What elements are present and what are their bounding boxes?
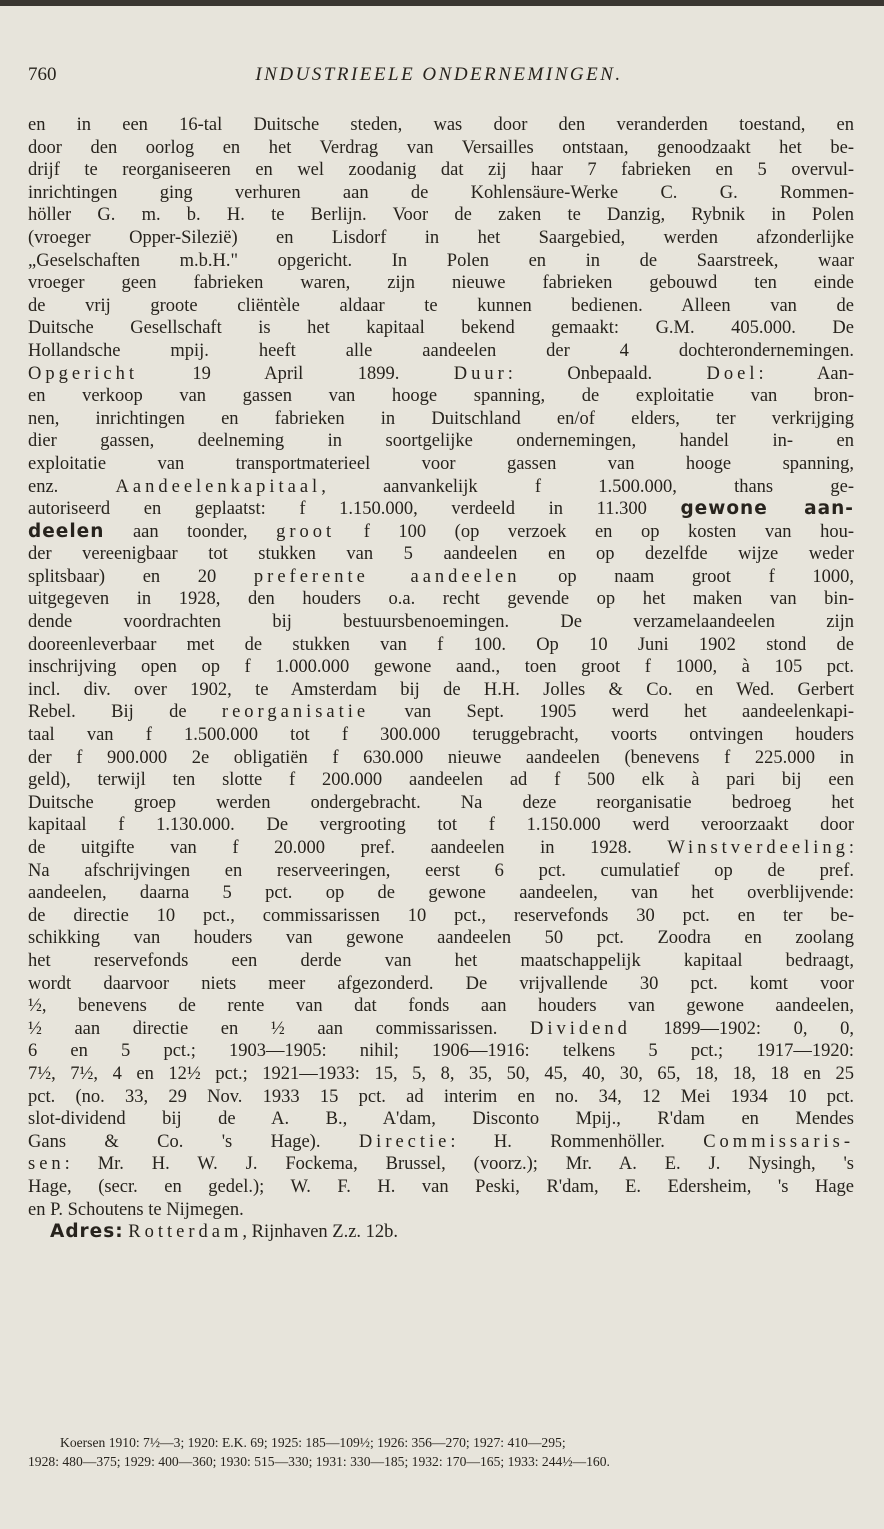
bold-heading-text: gewone aan- [680, 498, 854, 520]
text-line [28, 430, 854, 453]
text-run: dier gassen, deelneming in soortgelijke ondernemingen, handel in- en [28, 431, 854, 452]
text-run: nen, inrichtingen en fabrieken in Duitschland en/of elders, ter verkrijging [28, 408, 854, 429]
text-line [28, 1131, 854, 1154]
text-run: : Mr. H. W. J. Fockema, Brussel, (voorz.); Mr. A. E. J. Nysingh, 's [64, 1154, 854, 1175]
text-run: en in een 16-tal Duitsche steden, was door den veranderden toestand, en [28, 115, 854, 135]
running-title: INDUSTRIEELE ONDERNEMINGEN. [255, 64, 623, 85]
article-body [28, 114, 854, 1244]
text-run: ½ aan directie en ½ aan commissarissen. [28, 1018, 530, 1039]
text-run: het reservefonds een derde van het maatschappelijk kapitaal bedraagt, [28, 950, 854, 971]
koersen-block [28, 1433, 854, 1471]
text-run: drijf te reorganiseeren en wel zoodanig dat zij haar 7 fabrieken en 5 overvul- [28, 160, 854, 181]
spaced-keyword: Opgericht [28, 363, 138, 384]
text-run: Duitsche Gesellschaft is het kapitaal bekend gemaakt: G.M. 405.000. De [28, 318, 854, 339]
page-header [24, 64, 854, 94]
text-line [28, 476, 854, 499]
text-run: kapitaal f 1.130.000. De vergrooting tot f 1.150.000 werd veroorzaakt door [28, 815, 854, 836]
text-run: taal van f 1.500.000 tot f 300.000 teruggebracht, voorts ontvingen houders [28, 725, 854, 746]
text-run: : H. Rommenhöller. [450, 1131, 704, 1152]
text-run: de uitgifte van f 20.000 pref. aandeelen in 1928. [28, 838, 668, 858]
text-run: 1899—1902: 0, 0, [630, 1018, 855, 1039]
text-run: ½, benevens de rente van dat fonds aan houders van gewone aandeelen, [28, 996, 854, 1017]
text-run: enz. [28, 476, 116, 497]
text-run: der f 900.000 2e obligatiën f 630.000 nieuwe aandeelen (benevens f 225.000 in [28, 747, 854, 768]
text-line [28, 679, 854, 702]
text-line [28, 837, 854, 860]
text-line [28, 905, 854, 928]
text-run: , Rijnhaven Z.z. 12b. [242, 1222, 399, 1243]
text-run: : Onbepaald. [507, 363, 707, 384]
bold-heading-text: deelen [28, 520, 105, 542]
text-line [28, 521, 854, 544]
text-line [28, 1108, 854, 1131]
text-run: Duitsche groep werden ondergebracht. Na deze reorganisatie bedroeg het [28, 792, 854, 813]
text-run: autoriseerd en geplaatst: f 1.150.000, verdeeld in 11.300 [28, 499, 681, 520]
text-run: geld), terwijl ten slotte f 200.000 aandeelen ad f 500 elk à pari bij een [28, 770, 854, 791]
text-line [28, 1086, 854, 1109]
text-line [28, 385, 854, 408]
text-run: „Geselschaften m.b.H." opgericht. In Polen en in de Saarstreek, waar [28, 250, 854, 271]
text-run: der vereenigbaar tot stukken van 5 aandeelen en op dezelfde wijze weder [28, 544, 854, 565]
text-run: de vrij groote cliëntèle aldaar te kunnen bedienen. Alleen van de [28, 295, 854, 316]
text-line [28, 792, 854, 815]
page-number: 760 [28, 64, 57, 85]
text-line [28, 995, 854, 1018]
text-line [28, 408, 854, 431]
text-run: incl. div. over 1902, te Amsterdam bij de H.H. Jolles & Co. en Wed. Gerbert [28, 679, 854, 700]
spaced-keyword: Doel [706, 363, 759, 384]
spaced-keyword: Directie [358, 1131, 451, 1152]
spaced-keyword: groot [276, 521, 336, 542]
text-line [28, 566, 854, 589]
text-line [28, 204, 854, 227]
text-run: slot-dividend bij de A. B., A'dam, Disconto Mpij., R'dam en Mendes [28, 1109, 854, 1130]
text-run: Na afschrijvingen en reserveeringen, eerst 6 pct. cumulatief op de pref. [28, 860, 854, 881]
text-line [28, 227, 854, 250]
koersen-line: Koersen 1910: 7½—3; 1920: E.K. 69; 1925: 185—109½; 1926: 356—270; 1927: 410—295; [60, 1435, 566, 1450]
text-run: schikking van houders van gewone aandeelen 50 pct. Zoodra en zoolang [28, 928, 854, 949]
text-line [28, 1153, 854, 1176]
text-run: de directie 10 pct., commissarissen 10 pct., reservefonds 30 pct. en ter be- [28, 905, 854, 926]
text-line [28, 543, 854, 566]
text-run: dooreenleverbaar met de stukken van f 100. Op 10 Juni 1902 stond de [28, 634, 854, 655]
text-line [28, 453, 854, 476]
spaced-keyword: Winstverdeeling [667, 838, 849, 858]
text-line [28, 137, 854, 160]
text-run: wordt daarvoor niets meer afgezonderd. De vrijvallende 30 pct. komt voor [28, 973, 854, 994]
text-line [28, 250, 854, 273]
text-line [28, 1018, 854, 1041]
spaced-keyword: Aandeelenkapitaal [115, 476, 322, 497]
text-line [28, 950, 854, 973]
text-run: höller G. m. b. H. te Berlijn. Voor de zaken te Danzig, Rybnik in Polen [28, 205, 854, 226]
text-run: door den oorlog en het Verdrag van Versailles ontstaan, genoodzaakt het be- [28, 137, 854, 158]
text-line [28, 611, 854, 634]
text-run: dende voordrachten bij bestuursbenoemingen. De verzamelaandeelen zijn [28, 612, 854, 633]
text-run: , aanvankelijk f 1.500.000, thans ge- [321, 476, 854, 497]
text-run: splitsbaar) en 20 [28, 566, 254, 587]
text-line [28, 1221, 854, 1244]
text-run: 7½, 7½, 4 en 12½ pct.; 1921—1933: 15, 5, 8, 35, 50, 45, 40, 30, 65, 18, 18, 18 en 25 [28, 1063, 854, 1084]
text-run: Rebel. Bij de [28, 702, 222, 723]
text-run: vroeger geen fabrieken waren, zijn nieuwe fabrieken gebouwd ten einde [28, 273, 854, 294]
text-run: exploitatie van transportmaterieel voor gassen van hooge spanning, [28, 453, 854, 474]
text-run: uitgegeven in 1928, den houders o.a. recht gevende op het maken van bin- [28, 589, 854, 610]
spaced-keyword: Dividend [529, 1018, 631, 1039]
text-run: : Aan- [758, 363, 854, 384]
text-line [28, 882, 854, 905]
text-line [28, 973, 854, 996]
text-run: aan toonder, [104, 521, 277, 542]
text-line [28, 588, 854, 611]
text-line [28, 860, 854, 883]
text-line [28, 498, 854, 521]
text-line [28, 1063, 854, 1086]
text-line [28, 927, 854, 950]
koersen-line: 1928: 480—375; 1929: 400—360; 1930: 515—330; 1931: 330—185; 1932: 170—165; 1933: 244½—160. [28, 1454, 610, 1469]
text-line [28, 363, 854, 386]
text-line [28, 1176, 854, 1199]
text-run: en verkoop van gassen van hooge spanning, de exploitatie van bron- [28, 386, 854, 407]
spaced-keyword: Duur [453, 363, 508, 384]
text-run: (vroeger Opper-Silezië) en Lisdorf in het Saargebied, werden afzonderlijke [28, 227, 854, 248]
text-run: en P. Schoutens te Nijmegen. [28, 1199, 244, 1220]
text-run: inschrijving open op f 1.000.000 gewone aand., toen groot f 1000, à 105 pct. [28, 657, 854, 678]
text-line [28, 1040, 854, 1063]
text-line [28, 340, 854, 363]
text-line [28, 769, 854, 792]
text-line [28, 114, 854, 137]
text-run: aandeelen, daarna 5 pct. op de gewone aandeelen, van het overblijvende: [28, 883, 854, 904]
text-line [28, 656, 854, 679]
scan-edge [0, 0, 884, 6]
spaced-keyword: preferente aandeelen [253, 566, 521, 587]
text-run: 6 en 5 pct.; 1903—1905: nihil; 1906—1916: telkens 5 pct.; 1917—1920: [28, 1041, 854, 1062]
text-line [28, 724, 854, 747]
text-run: Hollandsche mpij. heeft alle aandeelen der 4 dochterondernemingen. [28, 340, 854, 361]
text-run: op naam groot f 1000, [520, 566, 854, 587]
text-run: : [848, 838, 854, 858]
text-line [28, 701, 854, 724]
text-run: pct. (no. 33, 29 Nov. 1933 15 pct. ad interim en no. 34, 12 Mei 1934 10 pct. [28, 1086, 854, 1107]
text-line [28, 814, 854, 837]
text-run: f 100 (op verzoek en op kosten van hou- [335, 521, 854, 542]
text-run: inrichtingen ging verhuren aan de Kohlensäure-Werke C. G. Rommen- [28, 182, 854, 203]
spaced-keyword: Commissaris- [703, 1131, 854, 1152]
text-line [28, 159, 854, 182]
text-run: Gans & Co. 's Hage). [28, 1131, 359, 1152]
text-line [28, 182, 854, 205]
text-run: Hage, (secr. en gedel.); W. F. H. van Peski, R'dam, E. Edersheim, 's Hage [28, 1176, 854, 1197]
text-run: van Sept. 1905 werd het aandeelenkapi- [369, 702, 854, 723]
spaced-keyword: sen [28, 1154, 65, 1175]
text-line [28, 272, 854, 295]
text-line [28, 1199, 854, 1222]
spaced-keyword: Rotterdam [128, 1222, 243, 1243]
text-line [28, 747, 854, 770]
bold-heading-text: Adres: [50, 1221, 124, 1243]
text-line [28, 634, 854, 657]
text-line [28, 295, 854, 318]
spaced-keyword: reorganisatie [221, 702, 370, 723]
text-line [28, 317, 854, 340]
text-run: 19 April 1899. [137, 363, 454, 384]
